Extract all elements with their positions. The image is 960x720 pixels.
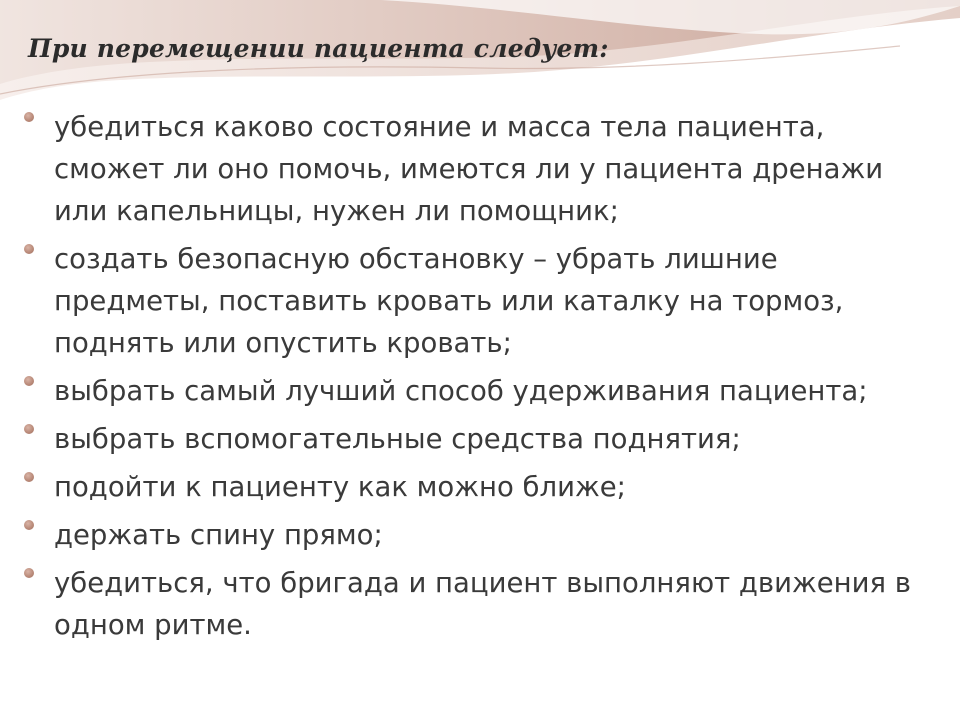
list-item-text: выбрать самый лучший способ удерживания пациента;: [54, 375, 868, 407]
bullet-dot-icon: [24, 568, 34, 578]
list-item: [24, 562, 934, 646]
list-item-text: держать спину прямо;: [54, 519, 383, 551]
bullet-dot-icon: [24, 424, 34, 434]
bullet-dot-icon: [24, 376, 34, 386]
list-item-text: убедиться, что бригада и пациент выполняют движения в одном ритме.: [54, 567, 911, 641]
list-item-text: создать безопасную обстановку – убрать лишние предметы, поставить кровать или каталку на тормоз, поднять или опустить кровать;: [54, 243, 844, 359]
bullet-dot-icon: [24, 520, 34, 530]
list-item-text: подойти к пациенту как можно ближе;: [54, 471, 626, 503]
list-item: [24, 370, 934, 412]
bullet-dot-icon: [24, 472, 34, 482]
list-item-text: убедиться каково состояние и масса тела пациента, сможет ли оно помочь, имеются ли у пациента дренажи или капельницы, нужен ли помощник;: [54, 111, 884, 227]
list-item-text: выбрать вспомогательные средства поднятия;: [54, 423, 741, 455]
bullet-dot-icon: [24, 112, 34, 122]
bullet-list: [24, 106, 934, 652]
list-item: [24, 514, 934, 556]
list-item: [24, 238, 934, 364]
list-item: [24, 106, 934, 232]
list-item: [24, 466, 934, 508]
slide-title: При перемещении пациента следует:: [28, 34, 609, 63]
list-item: [24, 418, 934, 460]
bullet-dot-icon: [24, 244, 34, 254]
